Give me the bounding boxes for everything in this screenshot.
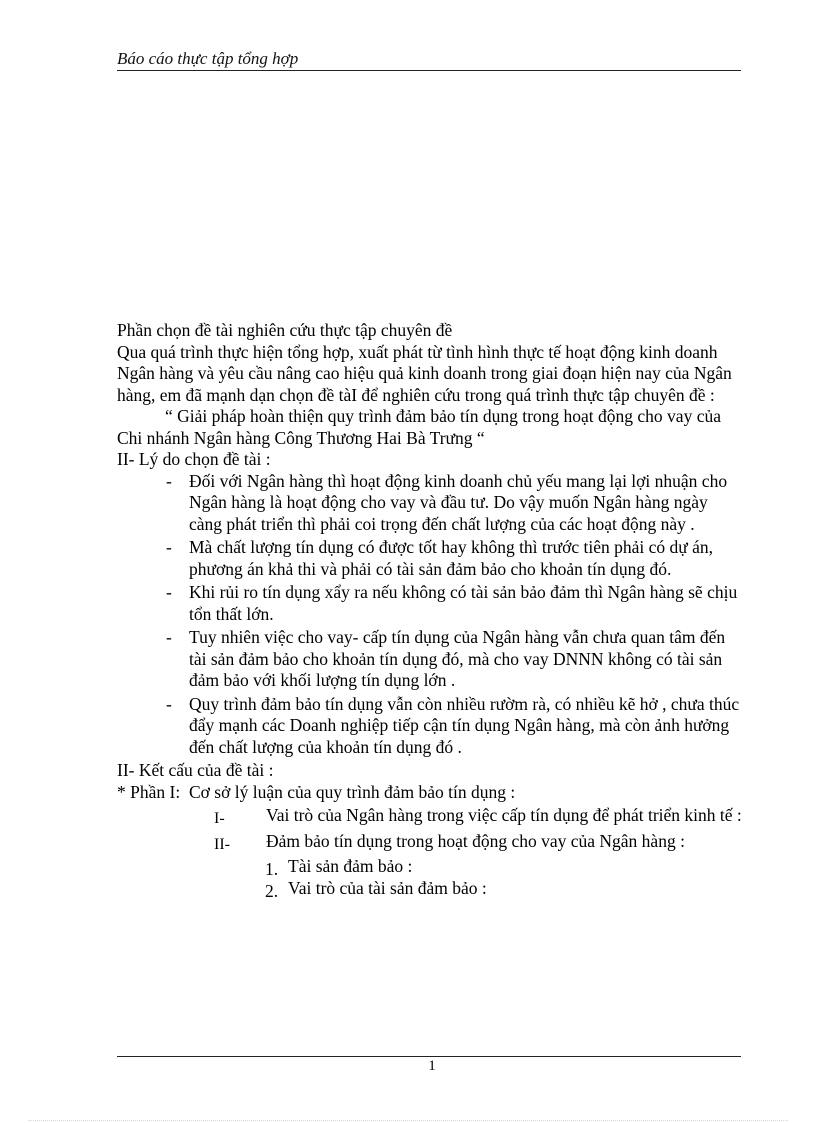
footer-divider [117, 1056, 741, 1057]
roman-numeral: II- [214, 835, 230, 853]
roman-item-text: Vai trò của Ngân hàng trong việc cấp tín dụng để phát triển kinh tế : [266, 805, 742, 825]
list-item [117, 582, 745, 625]
intro-paragraph: Qua quá trình thực hiện tổng hợp, xuất phát từ tình hình thực tế hoạt động kinh doanh Ngân hàng và yêu cầu nâng cao hiệu quả kinh doanh trong giai đoạn hiện nay của Ngân hàng, em đã mạnh dạn chọn đề tàI để nghiên cứu trong quá trình thực tập chuyên đề : [117, 341, 732, 405]
numbered-item-text: Tài sản đảm bảo : [288, 856, 413, 876]
list-item [117, 694, 745, 759]
page-number: 1 [428, 1058, 436, 1074]
list-item [117, 537, 745, 580]
part-label: * Phần I: [117, 781, 181, 802]
bullet-dash: - [166, 693, 172, 714]
reason-text: Mà chất lượng tín dụng có được tốt hay không thì trước tiên phải có dự án, phương án khả thi và phải có tài sản đảm bảo cho khoản tín dụng đó. [189, 537, 714, 579]
page-edge-divider [28, 1120, 788, 1121]
running-header: Báo cáo thực tập tổng hợp [117, 49, 299, 68]
document-body [117, 320, 745, 899]
list-item [117, 627, 745, 692]
structure-heading: II- Kết cấu của đề tài : [117, 760, 274, 780]
reasons-list [117, 471, 745, 759]
roman-item-text: Đảm bảo tín dụng trong hoạt động cho vay của Ngân hàng : [266, 830, 685, 851]
reasons-heading: II- Lý do chọn đề tài : [117, 449, 271, 469]
item-number: 1. [265, 859, 279, 879]
bullet-dash: - [166, 582, 172, 602]
list-item [117, 856, 745, 878]
list-item [117, 805, 745, 827]
topic-quote: “ Giải pháp hoàn thiện quy trình đảm bảo tín dụng trong hoạt động cho vay của Chi nhánh Ngân hàng Công Thương Hai Bà Trưng “ [117, 406, 721, 448]
part-title: Cơ sở lý luận của quy trình đảm bảo tín dụng : [189, 781, 516, 802]
bullet-dash: - [166, 470, 172, 491]
bullet-dash: - [166, 627, 172, 647]
roman-list [117, 805, 745, 852]
numbered-item-text: Vai trò của tài sản đảm bảo : [288, 877, 487, 898]
reason-text: Quy trình đảm bảo tín dụng vẫn còn nhiều rườm rà, có nhiều kẽ hở , chưa thúc đẩy mạnh các Doanh nghiệp tiếp cận tín dụng Ngân hàng, mà còn ảnh hưởng đến chất lượng của khoản tín dụng đó . [189, 693, 740, 757]
list-item [117, 878, 745, 900]
list-item [117, 471, 745, 536]
item-number: 2. [265, 880, 279, 901]
roman-numeral: I- [214, 810, 225, 827]
header-divider [117, 70, 741, 71]
numbered-list [117, 856, 745, 899]
intro-heading: Phần chọn đề tài nghiên cứu thực tập chuyên đề [117, 320, 453, 340]
reason-text: Đối với Ngân hàng thì hoạt động kinh doanh chủ yếu mang lại lợi nhuận cho Ngân hàng là hoạt động cho vay và đầu tư. Do vậy muốn Ngân hàng ngày càng phát triển thì phải coi trọng đến chất lượng của các hoạt động này . [189, 470, 728, 534]
reason-text: Khi rủi ro tín dụng xẩy ra nếu không có tài sản bảo đảm thì Ngân hàng sẽ chịu tổn thất lớn. [189, 582, 738, 624]
bullet-dash: - [166, 537, 172, 557]
reason-text: Tuy nhiên việc cho vay- cấp tín dụng của Ngân hàng vẫn chưa quan tâm đến tài sản đảm bảo cho khoản tín dụng đó, mà cho vay DNNN không có tài sản đảm bảo với khối lượng tín dụng lớn . [189, 627, 726, 690]
list-item [117, 831, 745, 853]
part-one-line [117, 782, 745, 804]
